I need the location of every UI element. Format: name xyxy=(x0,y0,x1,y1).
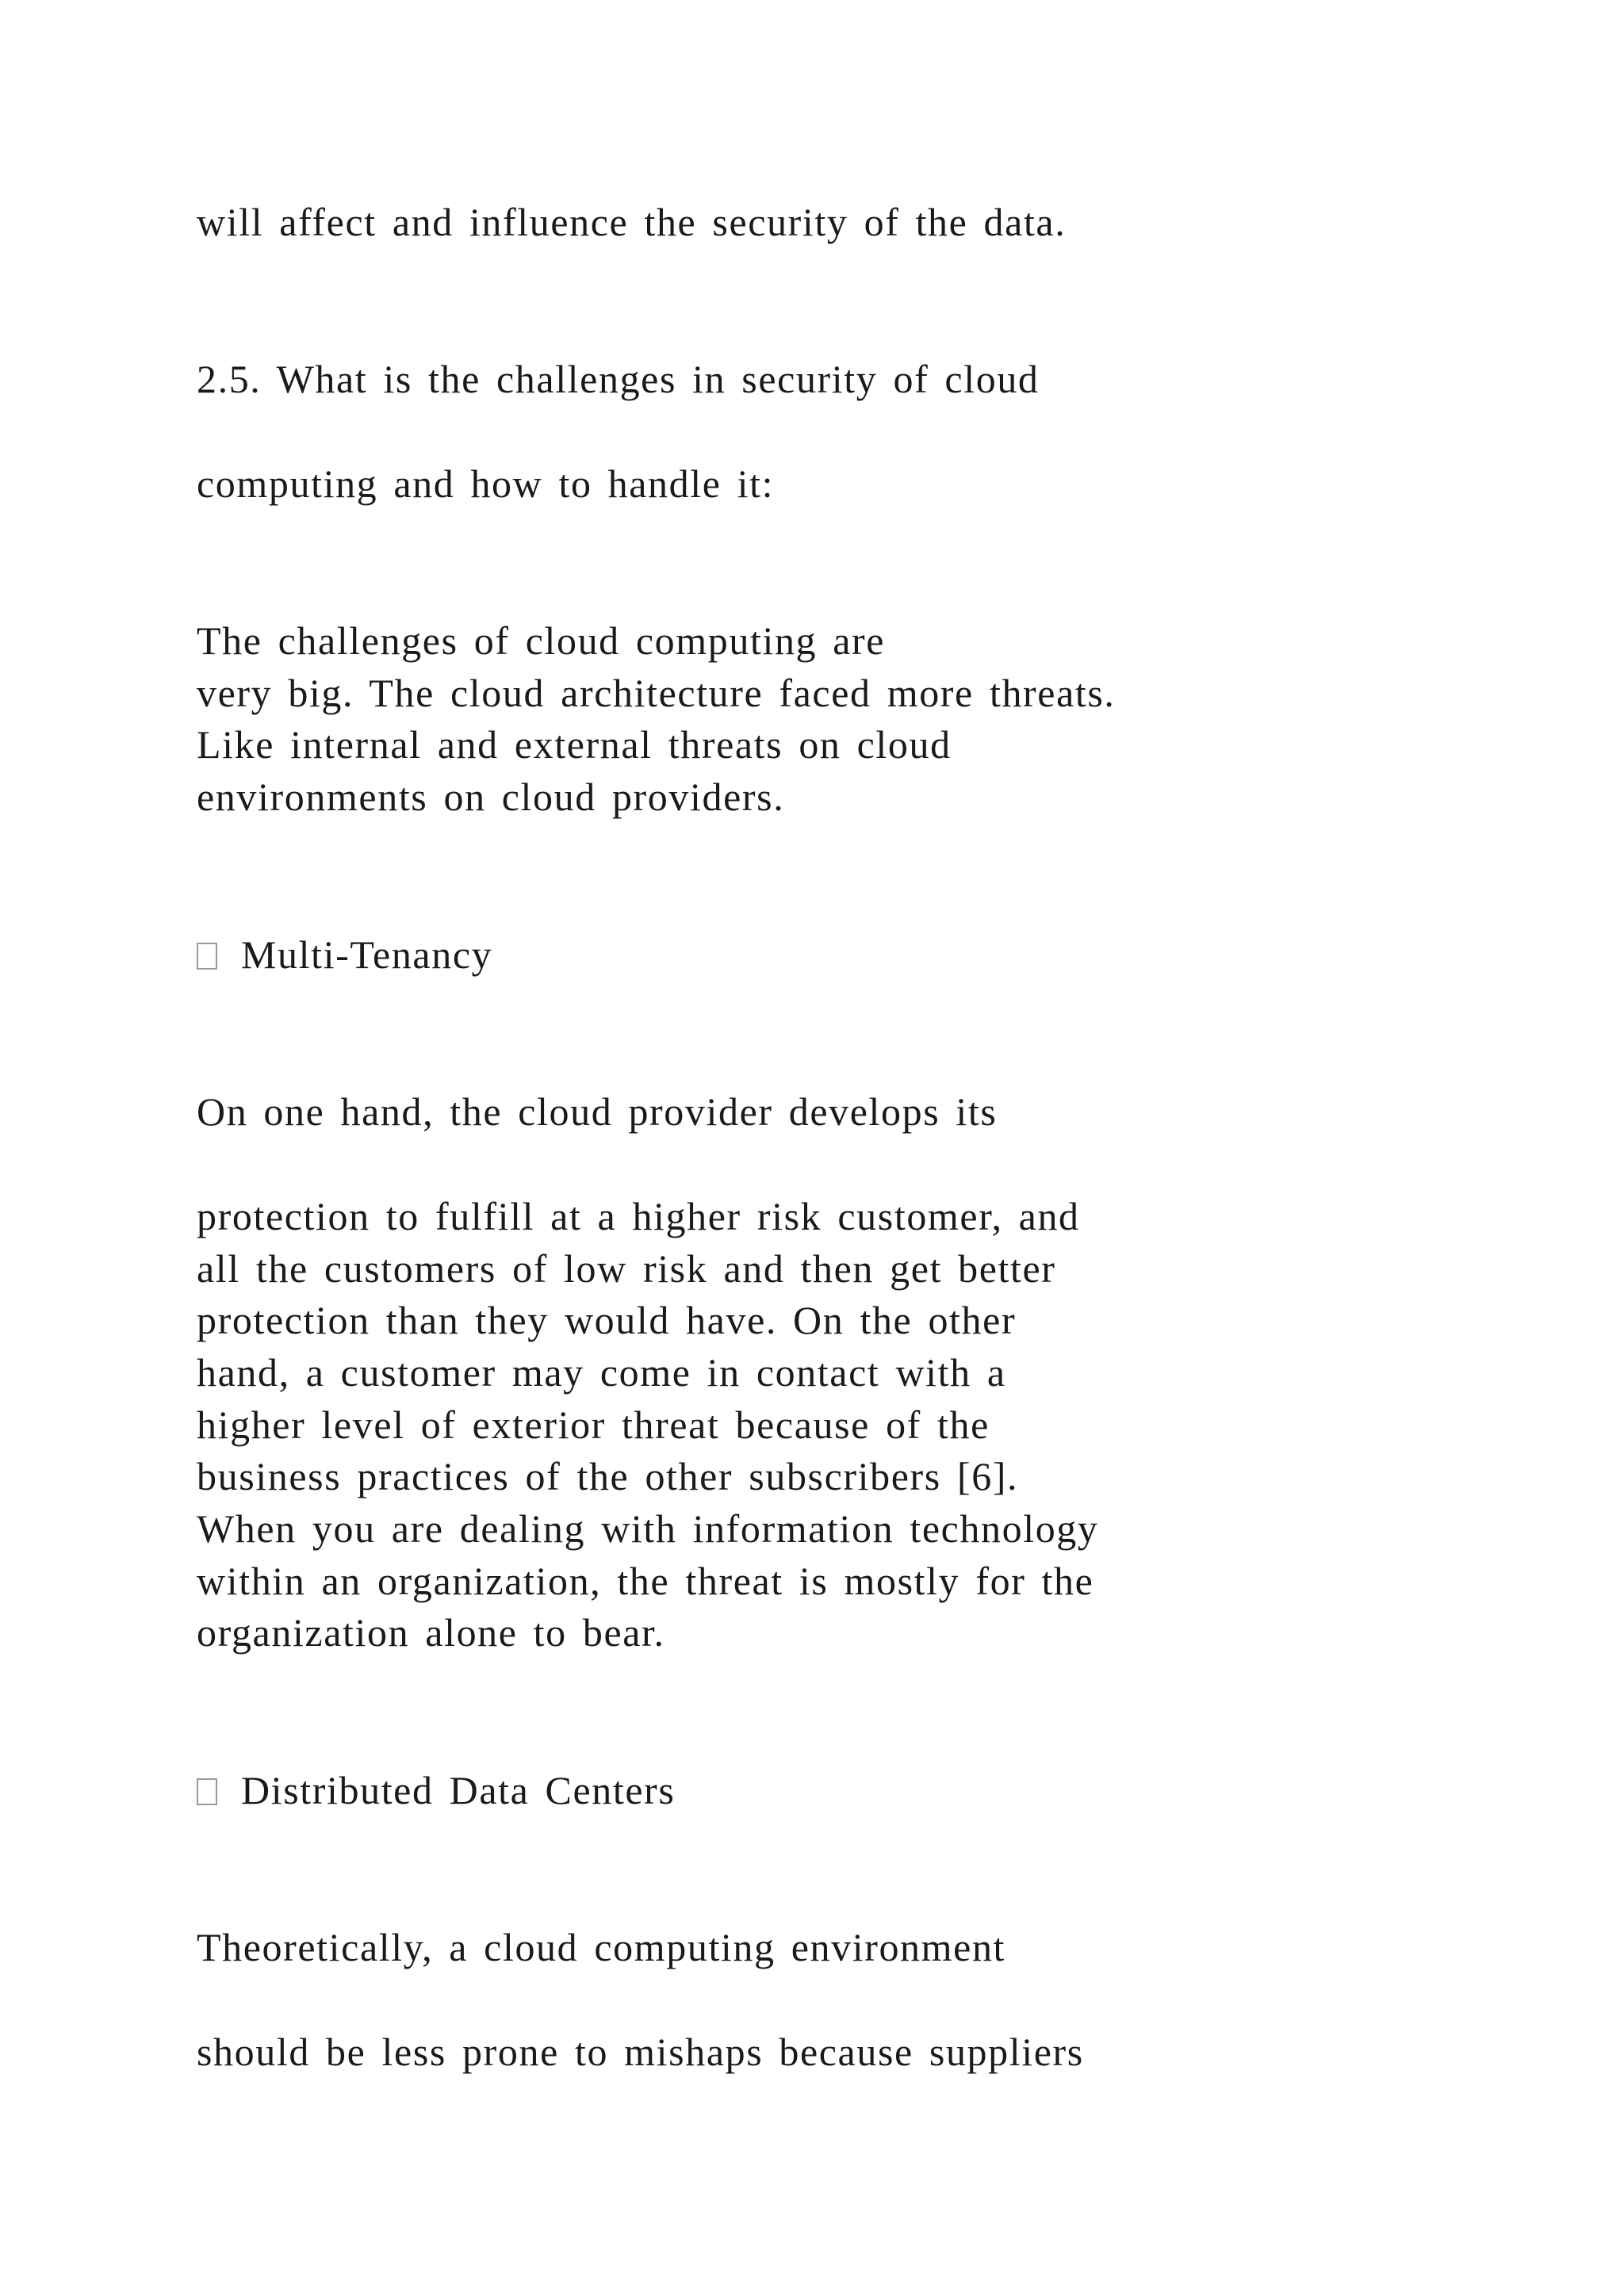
challenges-line-1: The challenges of cloud computing are xyxy=(197,618,886,663)
challenges-line-3: Like internal and external threats on cloud xyxy=(197,722,952,767)
multitenancy-line-6: business practices of the other subscribers [6]. xyxy=(197,1454,1019,1498)
multitenancy-line-2: all the customers of low risk and then get better xyxy=(197,1246,1056,1291)
bullet-distributed-data-centers-label: Distributed Data Centers xyxy=(241,1768,676,1812)
bullet-multi-tenancy xyxy=(197,929,492,980)
challenges-line-4: environments on cloud providers. xyxy=(197,775,785,819)
multitenancy-line-7: When you are dealing with information technology xyxy=(197,1506,1099,1551)
distributed-line-1: Theoretically, a cloud computing environment xyxy=(197,1925,1006,1969)
missing-glyph-box-icon xyxy=(197,1778,217,1805)
section-heading-line-1: 2.5. What is the challenges in security of cloud xyxy=(197,357,1040,401)
multitenancy-line-3: protection than they would have. On the other xyxy=(197,1298,1017,1342)
distributed-line-2: should be less prone to mishaps because suppliers xyxy=(197,2030,1084,2074)
bullet-distributed-data-centers xyxy=(197,1765,676,1816)
multitenancy-line-1: protection to fulfill at a higher risk customer, and xyxy=(197,1194,1080,1238)
multitenancy-line-5: higher level of exterior threat because of the xyxy=(197,1402,990,1447)
section-heading-line-2: computing and how to handle it: xyxy=(197,461,775,506)
multitenancy-first-line: On one hand, the cloud provider develops its xyxy=(197,1089,998,1134)
bullet-multi-tenancy-label: Multi-Tenancy xyxy=(241,932,493,977)
multitenancy-line-4: hand, a customer may come in contact with a xyxy=(197,1350,1006,1395)
multitenancy-line-8: within an organization, the threat is mostly for the xyxy=(197,1559,1094,1603)
challenges-line-2: very big. The cloud architecture faced more threats. xyxy=(197,671,1116,715)
multitenancy-line-9: organization alone to bear. xyxy=(197,1610,665,1655)
missing-glyph-box-icon xyxy=(197,943,217,970)
intro-tail-line: will affect and influence the security of the data. xyxy=(197,200,1067,244)
